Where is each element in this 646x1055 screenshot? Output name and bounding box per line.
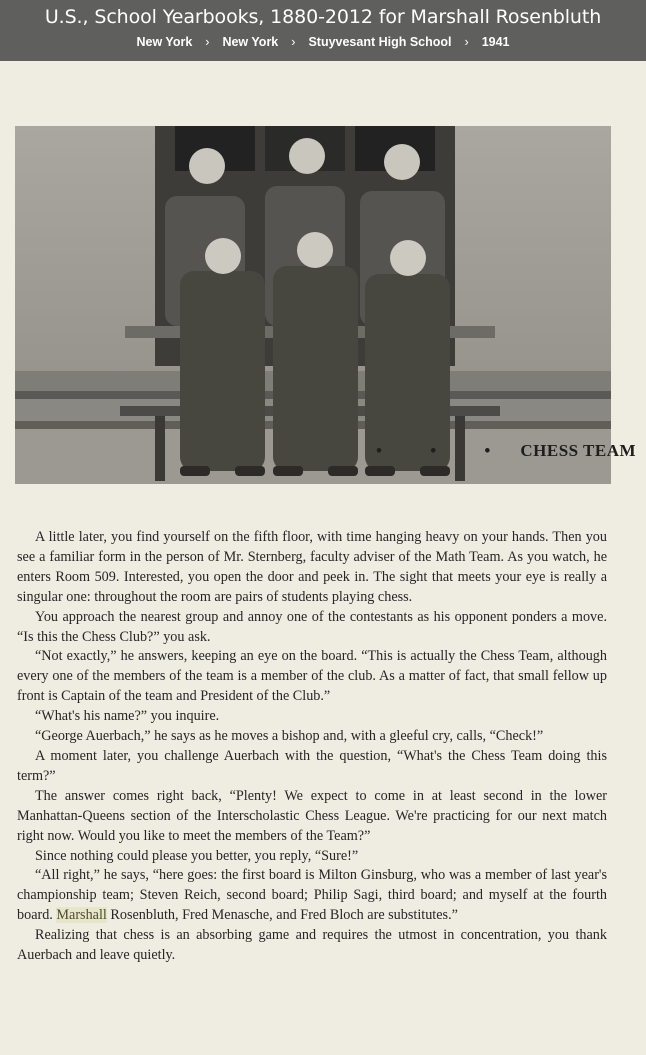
paragraph: The answer comes right back, “Plenty! We expect to come in at least second in the lower Manhattan-Queens section of the Interscholastic Chess League. We're practicing for our next match right now. Would you like to meet the members of the Team?”	[17, 787, 607, 844]
breadcrumb-year[interactable]: 1941	[481, 35, 510, 49]
chevron-right-icon: ›	[291, 35, 296, 49]
paragraph: A little later, you find yourself on the fifth floor, with time hanging heavy on your hands. Then you see a familiar form in the person of Mr. Sternberg, faculty adviser of the Math Team. As you watch, he enters Room 509. Interested, you open the door and peek in. The sight that meets your eye is really a singular one: throughout the room are pairs of students playing chess.	[17, 529, 607, 605]
breadcrumb-city[interactable]: New York	[222, 35, 279, 49]
yearbook-page-image[interactable]	[0, 61, 646, 1055]
breadcrumb-school[interactable]: Stuyvesant High School	[308, 35, 452, 49]
paragraph: “What's his name?” you inquire.	[35, 708, 220, 725]
paragraph: Realizing that chess is an absorbing game and requires the utmost in concentration, you thank Auerbach and leave quietly.	[17, 927, 607, 964]
caption-text: CHESS TEAM	[520, 441, 637, 460]
header-bar	[0, 0, 646, 61]
breadcrumb	[0, 35, 646, 49]
team-photo-illustration	[15, 126, 611, 484]
chess-team-photo	[15, 126, 611, 484]
paragraph-team-members	[17, 866, 607, 926]
chevron-right-icon: ›	[464, 35, 469, 49]
highlighted-name[interactable]: Marshall	[56, 907, 107, 924]
photo-caption	[376, 441, 636, 461]
caption-dots: • • •	[376, 441, 513, 460]
paragraph: “George Auerbach,” he says as he moves a bishop and, with a gleeful cry, calls, “Check!”	[35, 728, 544, 745]
article-text	[17, 528, 607, 966]
record-title: U.S., School Yearbooks, 1880-2012 for Marshall Rosenbluth	[44, 6, 602, 28]
chevron-right-icon: ›	[205, 35, 210, 49]
paragraph-part: “All right,” he says, “here goes: the first board is Milton Ginsburg, who was a member of last year's championship team; Steven Reich, second board; Philip Sagi, third board; and myself at the fourth board.	[17, 867, 607, 924]
paragraph: Since nothing could please you better, you reply, “Sure!”	[35, 847, 359, 864]
paragraph-part: Rosenbluth, Fred Menasche, and Fred Bloch are substitutes.”	[106, 907, 458, 924]
paragraph: “Not exactly,” he answers, keeping an eye on the board. “This is actually the Chess Team, although every one of the members of the team is a member of the club. As a matter of fact, that small fellow up front is Captain of the team and President of the Club.”	[17, 648, 607, 705]
breadcrumb-state[interactable]: New York	[136, 35, 193, 49]
paragraph: A moment later, you challenge Auerbach with the question, “What's the Chess Team doing this term?”	[17, 747, 607, 784]
paragraph: You approach the nearest group and annoy one of the contestants as his opponent ponders a move. “Is this the Chess Club?” you ask.	[17, 608, 607, 645]
